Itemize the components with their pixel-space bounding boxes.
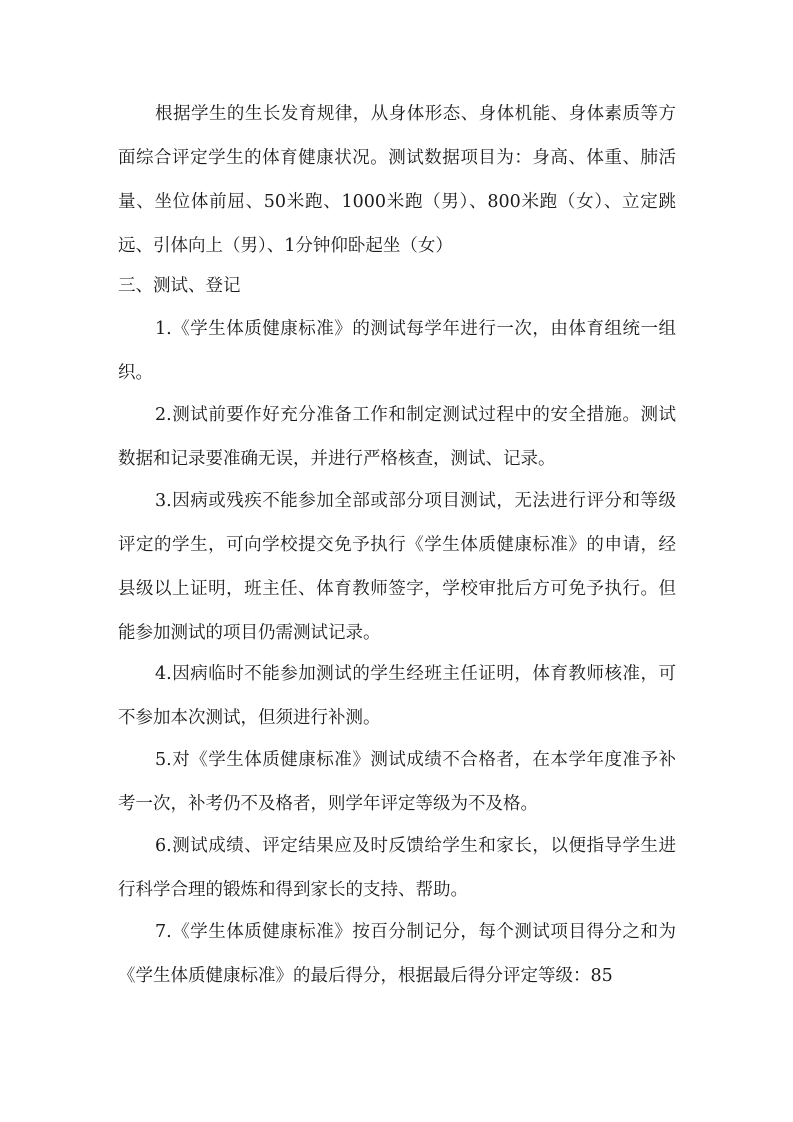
section-heading: 三、测试、登记 [118, 276, 241, 296]
list-item-5: 5.对《学生体质健康标准》测试成绩不合格者，在本学年度准予补考一次，补考仍不及格者，则学年评定等级为不及格。 [118, 750, 676, 814]
intro-paragraph: 根据学生的生长发育规律，从身体形态、身体机能、身体素质等方面综合评定学生的体育健康状况。测试数据项目为：身高、体重、肺活量、坐位体前屈、50米跑、1000米跑（男）、800米跑（女）、立定跳远、引体向上（男）、1分钟仰卧起坐（女） [118, 104, 676, 256]
list-item-7: 7.《学生体质健康标准》按百分制记分，每个测试项目得分之和为《学生体质健康标准》的最后得分，根据最后得分评定等级：85 [118, 922, 676, 986]
list-item-3: 3.因病或残疾不能参加全部或部分项目测试，无法进行评分和等级评定的学生，可向学校提交免予执行《学生体质健康标准》的申请，经县级以上证明，班主任、体育教师签字，学校审批后方可免予执行。但能参加测试的项目仍需测试记录。 [118, 491, 676, 643]
list-item-2: 2.测试前要作好充分准备工作和制定测试过程中的安全措施。测试数据和记录要准确无误，并进行严格核查，测试、记录。 [118, 405, 676, 469]
list-item-4: 4.因病临时不能参加测试的学生经班主任证明，体育教师核准，可不参加本次测试，但须进行补测。 [118, 664, 676, 728]
list-item-1: 1.《学生体质健康标准》的测试每学年进行一次，由体育组统一组织。 [118, 319, 676, 383]
list-item-6: 6.测试成绩、评定结果应及时反馈给学生和家长，以便指导学生进行科学合理的锻炼和得到家长的支持、帮助。 [118, 836, 676, 900]
